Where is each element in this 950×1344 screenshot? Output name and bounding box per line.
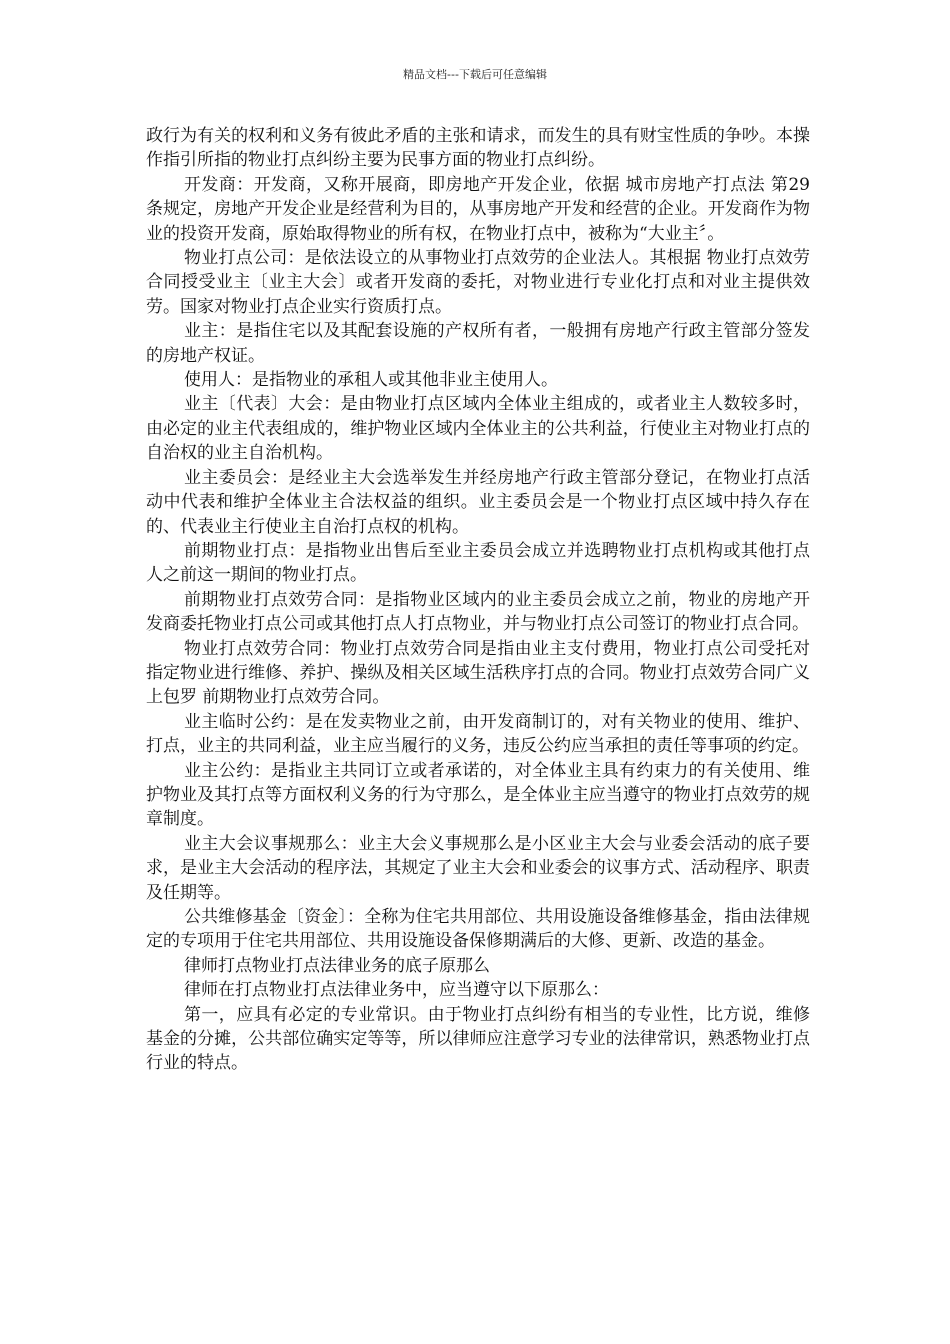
paragraph: 业主公约：是指业主共同订立或者承诺的，对全体业主具有约束力的有关使用、维护物业及其打点等方面权利义务的行为守那么，是全体业主应当遵守的物业打点效劳的规章制度。 <box>146 760 810 830</box>
paragraph: 开发商：开发商，又称开展商，即房地产开发企业，依据 城市房地产打点法 第29条规定，房地产开发企业是经营利为目的，从事房地产开发和经营的企业。开发商作为物业的投资开发商，原始取得物业的所有权，在物业打点中，被称为“大业主〞。 <box>146 174 810 244</box>
paragraph: 律师在打点物业打点法律业务中，应当遵守以下原那么： <box>184 980 609 1001</box>
document-body <box>146 124 810 1076</box>
paragraph: 业主大会议事规那么：业主大会义事规那么是小区业主大会与业委会活动的底子要求，是业主大会活动的程序法，其规定了业主大会和业委会的议事方式、活动程序、职责及任期等。 <box>146 833 810 903</box>
page-header: 精品文档---下载后可任意编辑 <box>403 68 547 81</box>
paragraph: 前期物业打点效劳合同：是指物业区域内的业主委员会成立之前，物业的房地产开发商委托物业打点公司或其他打点人打点物业，并与物业打点公司签订的物业打点合同。 <box>146 589 810 635</box>
paragraph: 律师打点物业打点法律业务的底子原那么 <box>184 955 490 976</box>
paragraph: 公共维修基金〔资金〕：全称为住宅共用部位、共用设施设备维修基金，指由法律规定的专项用于住宅共用部位、共用设施设备保修期满后的大修、更新、改造的基金。 <box>146 907 810 952</box>
paragraph: 业主委员会：是经业主大会选举发生并经房地产行政主管部分登记，在物业打点活动中代表和维护全体业主合法权益的组织。业主委员会是一个物业打点区域中持久存在的、代表业主行使业主自治打点权的机构。 <box>146 467 810 537</box>
paragraph: 物业打点效劳合同：物业打点效劳合同是指由业主支付费用，物业打点公司受托对指定物业进行维修、养护、操纵及相关区域生活秩序打点的合同。物业打点效劳合同广义上包罗 前期物业打点效劳合同。 <box>146 638 810 708</box>
paragraph: 业主临时公约：是在发卖物业之前，由开发商制订的，对有关物业的使用、维护、打点，业主的共同利益，业主应当履行的义务，违反公约应当承担的责任等事项的约定。 <box>146 711 810 757</box>
paragraph: 第一，应具有必定的专业常识。由于物业打点纠纷有相当的专业性，比方说，维修基金的分摊，公共部位确实定等等，所以律师应注意学习专业的法律常识，熟悉物业打点行业的特点。 <box>146 1004 810 1074</box>
paragraph: 前期物业打点：是指物业出售后至业主委员会成立并选聘物业打点机构或其他打点人之前这一期间的物业打点。 <box>146 540 810 586</box>
paragraph: 业主〔代表〕大会：是由物业打点区域内全体业主组成的，或者业主人数较多时，由必定的业主代表组成的，维护物业区域内全体业主的公共利益，行使业主对物业打点的自治权的业主自治机构。 <box>146 394 810 464</box>
paragraph: 政行为有关的权利和义务有彼此矛盾的主张和请求，而发生的具有财宝性质的争吵。本操作指引所指的物业打点纠纷主要为民事方面的物业打点纠纷。 <box>146 126 810 171</box>
paragraph: 业主：是指住宅以及其配套设施的产权所有者，一般拥有房地产行政主管部分签发的房地产权证。 <box>146 321 810 366</box>
paragraph: 物业打点公司：是依法设立的从事物业打点效劳的企业法人。其根据 物业打点效劳合同授受业主〔业主大会〕或者开发商的委托，对物业进行专业化打点和对业主提供效劳。国家对物业打点企业实行资质打点。 <box>146 248 810 317</box>
paragraph: 使用人：是指物业的承租人或其他非业主使用人。 <box>184 370 558 391</box>
